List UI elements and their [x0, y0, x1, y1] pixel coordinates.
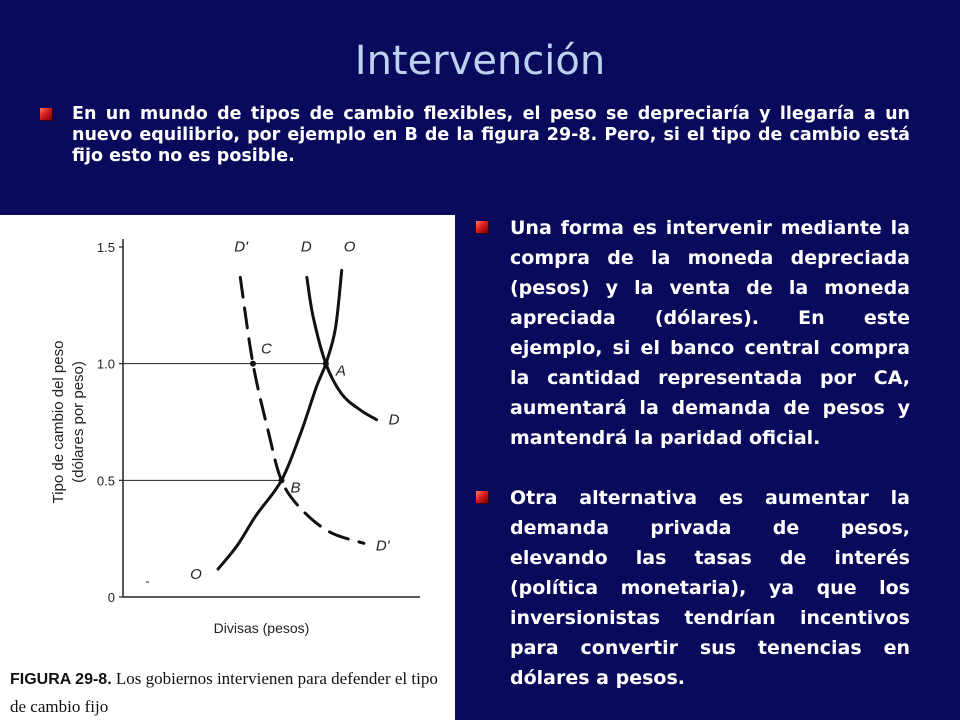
curve-label-d-prime-end: D': [375, 537, 390, 555]
intro-bullet-text: En un mundo de tipos de cambio flexibles, el peso se depreciaría y llegaría a un nuevo equilibrio, por ejemplo en B de la figura 29-8. Pero, si el tipo de cambio está fijo esto no es posible.: [72, 104, 910, 166]
point-label-b: B: [290, 479, 301, 497]
bullet-intervention-text: Una forma es intervenir mediante la compra de la moneda depreciada (pesos) y la venta de la moneda apreciada (dólares). En este ejemplo, si el banco central compra la cantidad representada por CA, aumentará la demanda de pesos y mantendrá la paridad oficial.: [510, 217, 910, 449]
red-square-bullet-icon: [476, 491, 488, 503]
y-tick-label: 1.5: [96, 240, 115, 255]
curve-label-d-end: D: [388, 411, 400, 429]
point-b: [279, 477, 285, 483]
y-axis-label: Tipo de cambio del peso: [50, 340, 67, 504]
y-tick-label: 0.5: [96, 473, 115, 489]
red-square-bullet-icon: [476, 221, 488, 233]
point-c: [250, 361, 256, 367]
figure-29-8: [0, 215, 455, 720]
y-tick-label: 1.0: [96, 356, 115, 372]
red-square-bullet-icon: [40, 108, 52, 120]
y-tick-label: 0: [107, 590, 115, 605]
bullet-intervention: [510, 213, 910, 453]
curve-label-d-start: D: [300, 238, 312, 256]
figure-caption: [10, 665, 450, 720]
curve-o: [218, 270, 342, 569]
curve-d: [307, 277, 377, 419]
y-axis-label-units: (dólares por peso): [70, 361, 87, 483]
caption-figure-number: FIGURA 29-8.: [10, 671, 112, 688]
x-axis-label: Divisas (pesos): [213, 620, 310, 636]
point-label-a: A: [335, 362, 346, 380]
point-label-c: C: [260, 340, 272, 358]
caption-text: Los gobiernos intervienen para defender el tipo de cambio fijo: [10, 669, 438, 716]
point-a: [323, 361, 329, 367]
intro-bullet: [72, 104, 910, 167]
curve-label-o-start: O: [190, 566, 202, 583]
exchange-rate-chart: [0, 215, 455, 655]
curve-label-o-end: O: [343, 238, 356, 256]
slide-title: Intervención: [354, 38, 606, 84]
stray-mark: -: [145, 573, 150, 589]
curve-label-d-prime-start: D': [234, 238, 248, 256]
curve-d-prime: [240, 277, 364, 543]
bullet-monetary-policy-text: Otra alternativa es aumentar la demanda privada de pesos, elevando las tasas de interés (política monetaria), ya que los inversionistas tendrían incentivos para convertir sus tenencias en dólares a pesos.: [510, 487, 910, 689]
bullet-monetary-policy: [510, 483, 910, 693]
